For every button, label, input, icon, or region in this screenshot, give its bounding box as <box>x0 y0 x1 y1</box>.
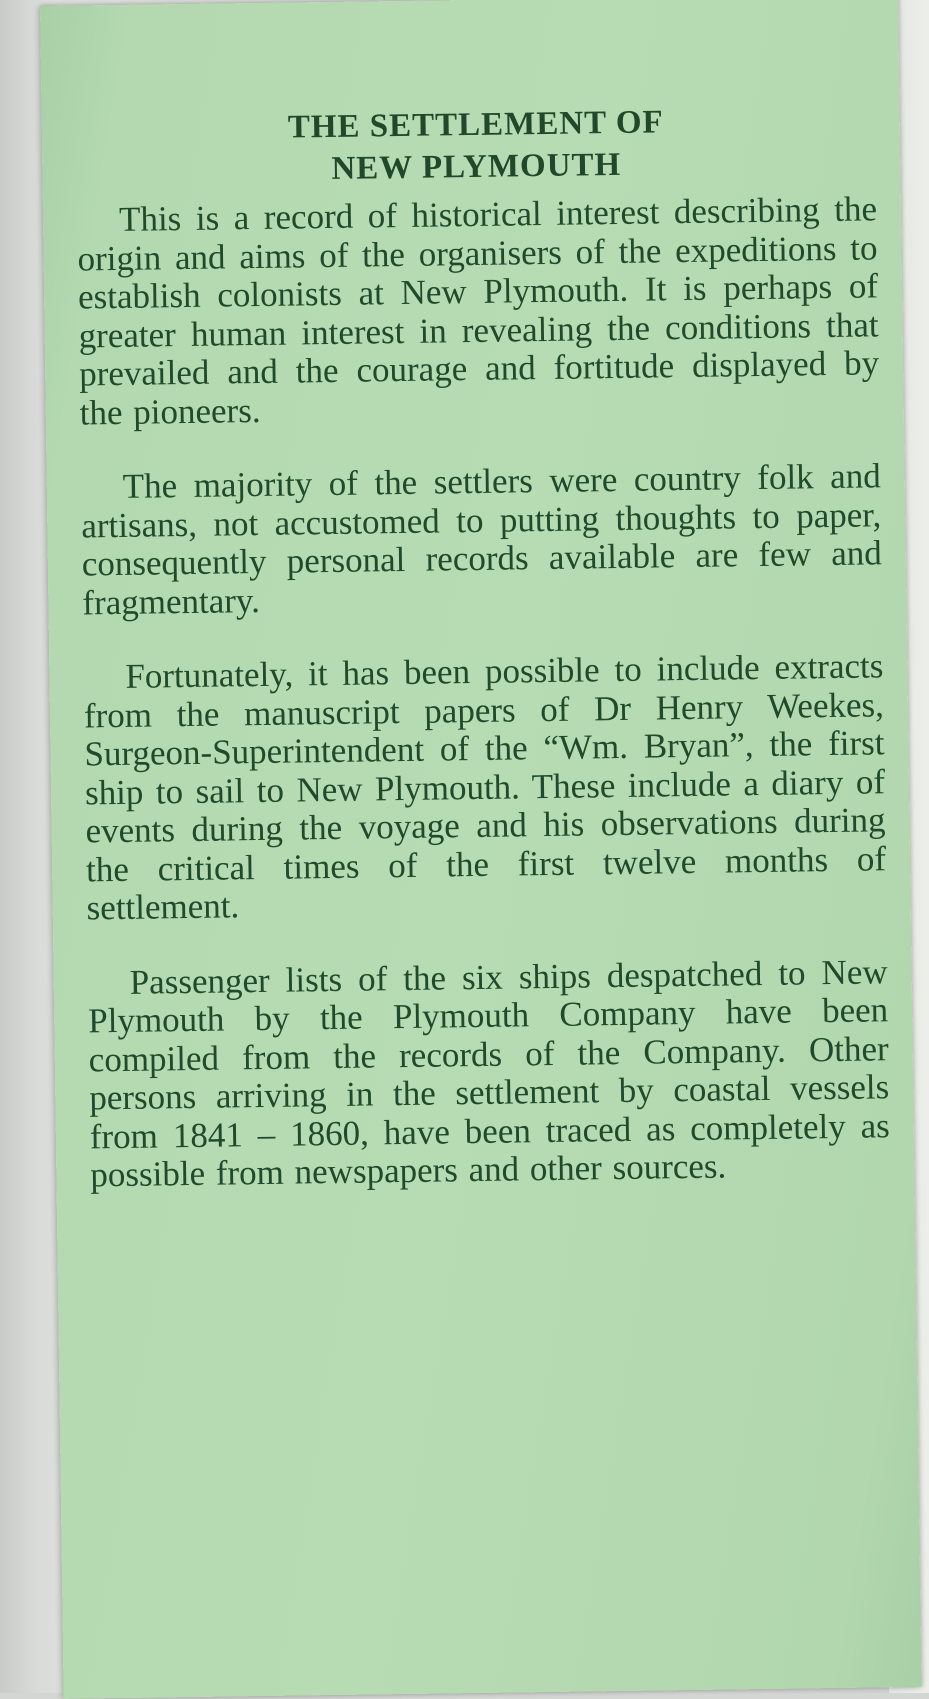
title-line-1: THE SETTLEMENT OF <box>287 104 664 146</box>
paragraph-1: This is a record of historical interest describing the origin and aims of the organisers of the expeditions to establish colonists at New Plymouth. It is perhaps of greater human interest in revealing the conditions that prevailed and the courage and fortitude displayed by the pioneers. <box>77 189 880 432</box>
paragraph-3: Fortunately, it has been possible to include extracts from the manuscript papers of Dr Henry Weekes, Surgeon-Superintendent of the “Wm. Bryan”, the first ship to sail to New Plymouth. These include a diary of events during the voyage and his observations during the critical times of the first twelve months of settlement. <box>83 646 887 928</box>
booklet-cover <box>40 0 922 1699</box>
document-title <box>75 98 876 193</box>
paragraph-4: Passenger lists of the six ships despatched to New Plymouth by the Plymouth Company have been compiled from the records of the Company. Other persons arriving in the settlement by coastal vessels from 1841 – 1860, have been traced as completely as possible from newspapers and other sources. <box>87 951 891 1195</box>
title-line-2: NEW PLYMOUTH <box>331 146 622 187</box>
paragraph-2: The majority of the settlers were country folk and artisans, not accustomed to putting thoughts to paper, consequently personal records available are few and fragmentary. <box>81 456 883 622</box>
cover-text <box>75 90 891 1231</box>
